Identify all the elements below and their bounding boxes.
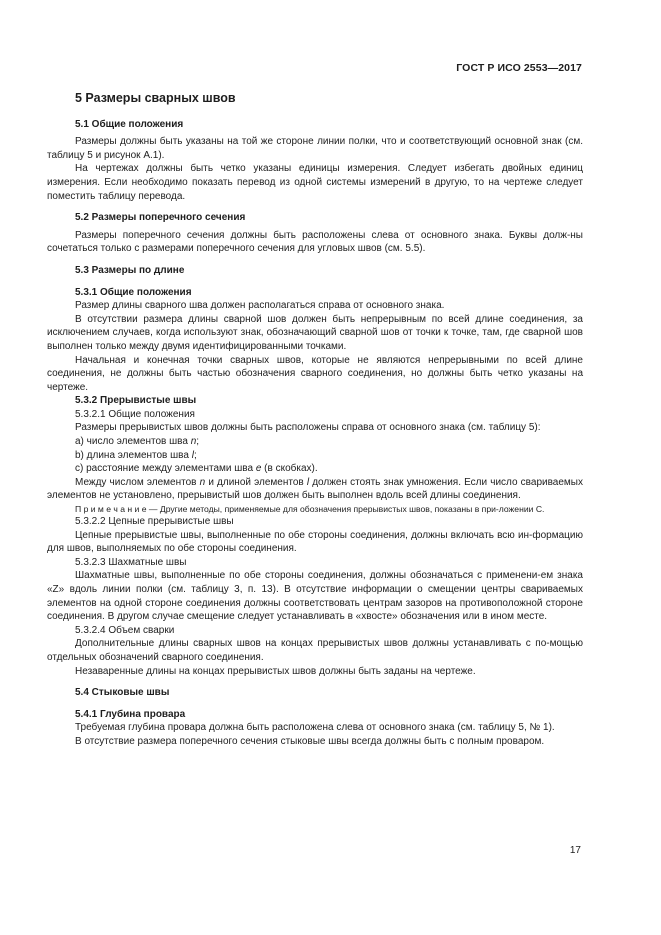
section-5-1-title: 5.1 Общие положения: [75, 118, 184, 130]
section-5-3-2-title: 5.3.2 Прерывистые швы: [75, 395, 197, 407]
standard-header: ГОСТ Р ИСО 2553—2017: [456, 62, 582, 74]
paragraph: Незаваренные длины на концах прерывистых швов должны быть заданы на чертеже.: [75, 665, 476, 677]
section-5-2-title: 5.2 Размеры поперечного сечения: [75, 212, 246, 224]
paragraph: Размеры прерывистых швов должны быть расположены справа от основного знака (см. таблицу 5):: [75, 422, 541, 434]
paragraph: На чертежах должны быть четко указаны единицы измерения. Следует избегать двойных единиц измерения. Если необходимо показать перевод из одной системы измерений в другую, то на чертеже следует поместить таблицу перевода.: [47, 163, 583, 202]
section-5-4-title: 5.4 Стыковые швы: [75, 687, 170, 699]
paragraph: В отсутствии размера длины сварной шов должен быть непрерывным по всей длине соединения, за исключением случаев, когда используют знак, обозначающий сварной шов от точки к точке, там, где сварной шов выполнен только между двумя идентифицированными точками.: [47, 313, 583, 352]
paragraph: Начальная и конечная точки сварных швов, которые не являются непрерывными по всей длине соединения, не должны быть частью обозначения сварного соединения, но должны быть четко указаны на чертеже.: [47, 354, 583, 393]
paragraph: Размеры должны быть указаны на той же стороне линии полки, что и соответствующий основной знак (см. таблицу 5 и рисунок А.1).: [47, 136, 583, 161]
section-5-3-title: 5.3 Размеры по длине: [75, 264, 185, 276]
note: П р и м е ч а н и е — Другие методы, применяемые для обозначения прерывистых швов, показаны в при-ложении С.: [75, 504, 545, 515]
section-5-3-2-1-title: 5.3.2.1 Общие положения: [75, 408, 195, 420]
paragraph: Дополнительные длины сварных швов на концах прерывистых швов должны устанавливать с по-мощью отдельных обозначений сварного соединения.: [47, 638, 583, 663]
paragraph: Размер длины сварного шва должен располагаться справа от основного знака.: [75, 300, 445, 312]
section-5-4-1-title: 5.4.1 Глубина провара: [75, 708, 186, 720]
page-number: 17: [569, 845, 581, 856]
section-5-3-2-3-title: 5.3.2.3 Шахматные швы: [75, 556, 187, 568]
section-5-3-2-4-title: 5.3.2.4 Объем сварки: [75, 624, 175, 636]
list-item-a: а) число элементов шва n;: [75, 436, 200, 448]
document-body: [47, 92, 583, 749]
paragraph: Между числом элементов n и длиной элементов l должен стоять знак умножения. Если число свариваемых элементов не установлено, прерывистый шов должен быть выполнен вдоль всей длины соединения.: [47, 476, 583, 502]
paragraph: Требуемая глубина провара должна быть расположена слева от основного знака (см. таблицу 5, № 1).: [75, 722, 555, 734]
section-5-3-2-2-title: 5.3.2.2 Цепные прерывистые швы: [75, 516, 234, 528]
paragraph: Цепные прерывистые швы, выполненные по обе стороны соединения, должны включать всю ин-формацию для швов, выполняемых по обе стороны соединения.: [47, 529, 583, 555]
list-item-b: b) длина элементов шва l;: [75, 449, 197, 461]
paragraph: Шахматные швы, выполненные по обе стороны соединения, должны обозначаться с применени-ем знака «Z» вдоль линии полки (см. таблицу 3, п. 13). В отсутствие информации о смещении центры свариваемых элементов на одной стороне соединения должны соответствовать центрам зазоров на противоположной стороне соединения. В другом случае смещение следует устанавливать в «хвосте» обозначения или в ином месте.: [47, 570, 583, 623]
paragraph: В отсутствие размера поперечного сечения стыковые швы всегда должны быть с полным проваром.: [75, 735, 545, 747]
section-5-title: 5 Размеры сварных швов: [75, 91, 236, 105]
section-5-3-1-title: 5.3.1 Общие положения: [75, 286, 192, 298]
paragraph: Размеры поперечного сечения должны быть расположены слева от основного знака. Буквы долж-ны сочетаться только с размерами поперечного сечения для угловых швов (см. 5.5).: [47, 229, 583, 255]
list-item-c: с) расстояние между элементами шва e (в скобках).: [75, 463, 318, 475]
